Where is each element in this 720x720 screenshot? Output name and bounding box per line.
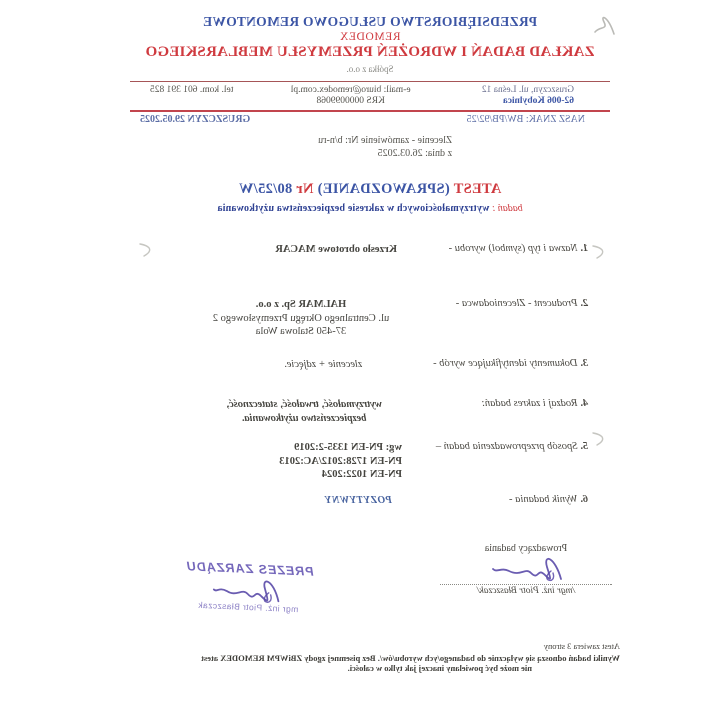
item-value bbox=[209, 398, 399, 425]
divider-bottom bbox=[130, 110, 610, 112]
place-and-date: GRUSZCZYN 29.05.2025 bbox=[140, 114, 251, 125]
validity-note-1: Wyniki badań odnoszą się wyłącznie do badanego/ych wyrobu/ów/. Bez pisemnej zgody ZBiWPM REMODEX atest bbox=[201, 652, 620, 663]
president-role: PREZES ZARZĄDU bbox=[185, 559, 314, 579]
address-city: 62-006 Kobylnica bbox=[503, 96, 574, 106]
signature-icon bbox=[210, 572, 287, 609]
company-phone: tel. kom. 601 391 825 bbox=[150, 85, 234, 95]
letterhead bbox=[128, 14, 612, 74]
item-number: 1. bbox=[580, 243, 588, 254]
item-number: 6. bbox=[580, 494, 588, 505]
page-content bbox=[128, 0, 620, 720]
producer-city: 37-450 Stalowa Wola bbox=[255, 326, 347, 337]
order-date: z dnia: 26.03.2025 bbox=[377, 147, 452, 159]
item-label: Dokumenty identyfikujące wyrób - bbox=[433, 358, 578, 369]
contact-row bbox=[128, 85, 612, 107]
order-info bbox=[318, 135, 452, 160]
item-label: Sposób przeprowadzenia badań – bbox=[435, 441, 578, 452]
item-number: 3. bbox=[580, 358, 588, 369]
item-number: 5. bbox=[580, 441, 588, 452]
page-count-note: Atest zawiera 3 strony bbox=[543, 641, 620, 651]
item-number: 4. bbox=[580, 398, 588, 409]
standard-1: wg: PN-EN 1335-2:2019 bbox=[294, 442, 402, 453]
standard-3: PN-EN 1022:2024 bbox=[321, 469, 402, 480]
item-label: Wynik badania - bbox=[509, 494, 578, 505]
title-nr: Nr bbox=[296, 181, 314, 197]
company-division: ZAKŁAD BADAŃ I WDROŻEŃ PRZEMYSŁU MEBLARSKIEGO bbox=[145, 44, 595, 60]
order-number: Zlecenie - zamówienie Nr: b/n-ru bbox=[318, 135, 452, 146]
footer-notes bbox=[96, 641, 620, 674]
validity-note-2: nie może być powielany inaczej jak tylko w całości. bbox=[347, 663, 532, 673]
producer-street: ul. Centralnego Okręgu Przemysłowego 2 bbox=[212, 312, 390, 324]
company-krs: KRS 0000099068 bbox=[316, 96, 385, 106]
scope-line-2: bezpieczeństwo użytkowania. bbox=[241, 412, 367, 424]
item-label: Rodzaj i zakres badań: bbox=[481, 398, 578, 409]
document-subtitle bbox=[128, 203, 612, 214]
item-value bbox=[284, 358, 362, 372]
subtitle-text: wytrzymałościowych w zakresie bezpieczeństwa użytkowania bbox=[217, 203, 490, 214]
examiner-role: Prowadzący badania bbox=[484, 543, 568, 554]
producer-name: HALMAR Sp. z o.o. bbox=[255, 299, 347, 310]
item-value bbox=[325, 494, 393, 508]
item-number: 2. bbox=[580, 298, 588, 309]
title-atest: ATEST bbox=[453, 181, 502, 197]
documents-value: zlecenie + zdjęcie. bbox=[284, 359, 362, 370]
document-title bbox=[128, 181, 612, 198]
item-value bbox=[279, 441, 402, 482]
item-label: Producent - Zleceniodawca - bbox=[455, 298, 578, 309]
company-registry bbox=[264, 85, 438, 107]
item-value bbox=[195, 298, 407, 339]
result-value: POZYTYWNY bbox=[324, 495, 392, 506]
subtitle-label: badań : bbox=[491, 203, 523, 214]
product-name: Krzesło obrotowe MACAR bbox=[275, 244, 397, 255]
examiner-signature-block bbox=[430, 543, 622, 596]
item-value bbox=[275, 243, 397, 257]
company-brand: REMODEX bbox=[339, 31, 401, 43]
company-email: e-mail: biuro@remodex.com.pl bbox=[290, 85, 411, 95]
company-address bbox=[438, 85, 612, 107]
divider-top bbox=[130, 81, 610, 82]
scan-mark-icon bbox=[590, 430, 610, 448]
address-street: Gruszczyn, ul. Leśna 12 bbox=[481, 85, 574, 95]
scan-mark-icon bbox=[590, 243, 610, 261]
scope-line-1: wytrzymałość, trwałość, stateczność, bbox=[226, 399, 382, 410]
company-legal-form: Spółka z o.o. bbox=[346, 64, 394, 74]
our-reference: NASZ ZNAK: BW/PB/92/25 bbox=[466, 114, 585, 125]
examiner-name: /mgr inż. Piotr Błaszczak/ bbox=[476, 586, 576, 596]
president-name: mgr inż. Piotr Błaszczak bbox=[197, 599, 299, 615]
title-number: 80/25/W bbox=[238, 181, 293, 197]
signature-icon bbox=[489, 551, 567, 587]
standard-2: PN-EN 1728:2012/AC:2013 bbox=[279, 455, 402, 467]
scan-mark-icon bbox=[137, 241, 157, 259]
president-stamp bbox=[162, 558, 336, 615]
item-label: Nazwa i typ (symbol) wyrobu - bbox=[448, 243, 578, 254]
company-name: PRZEDSIĘBIORSTWO USŁUGOWO REMONTOWE bbox=[202, 14, 538, 29]
title-sprawozdanie: (SPRAWOZDANIE) bbox=[317, 181, 450, 197]
